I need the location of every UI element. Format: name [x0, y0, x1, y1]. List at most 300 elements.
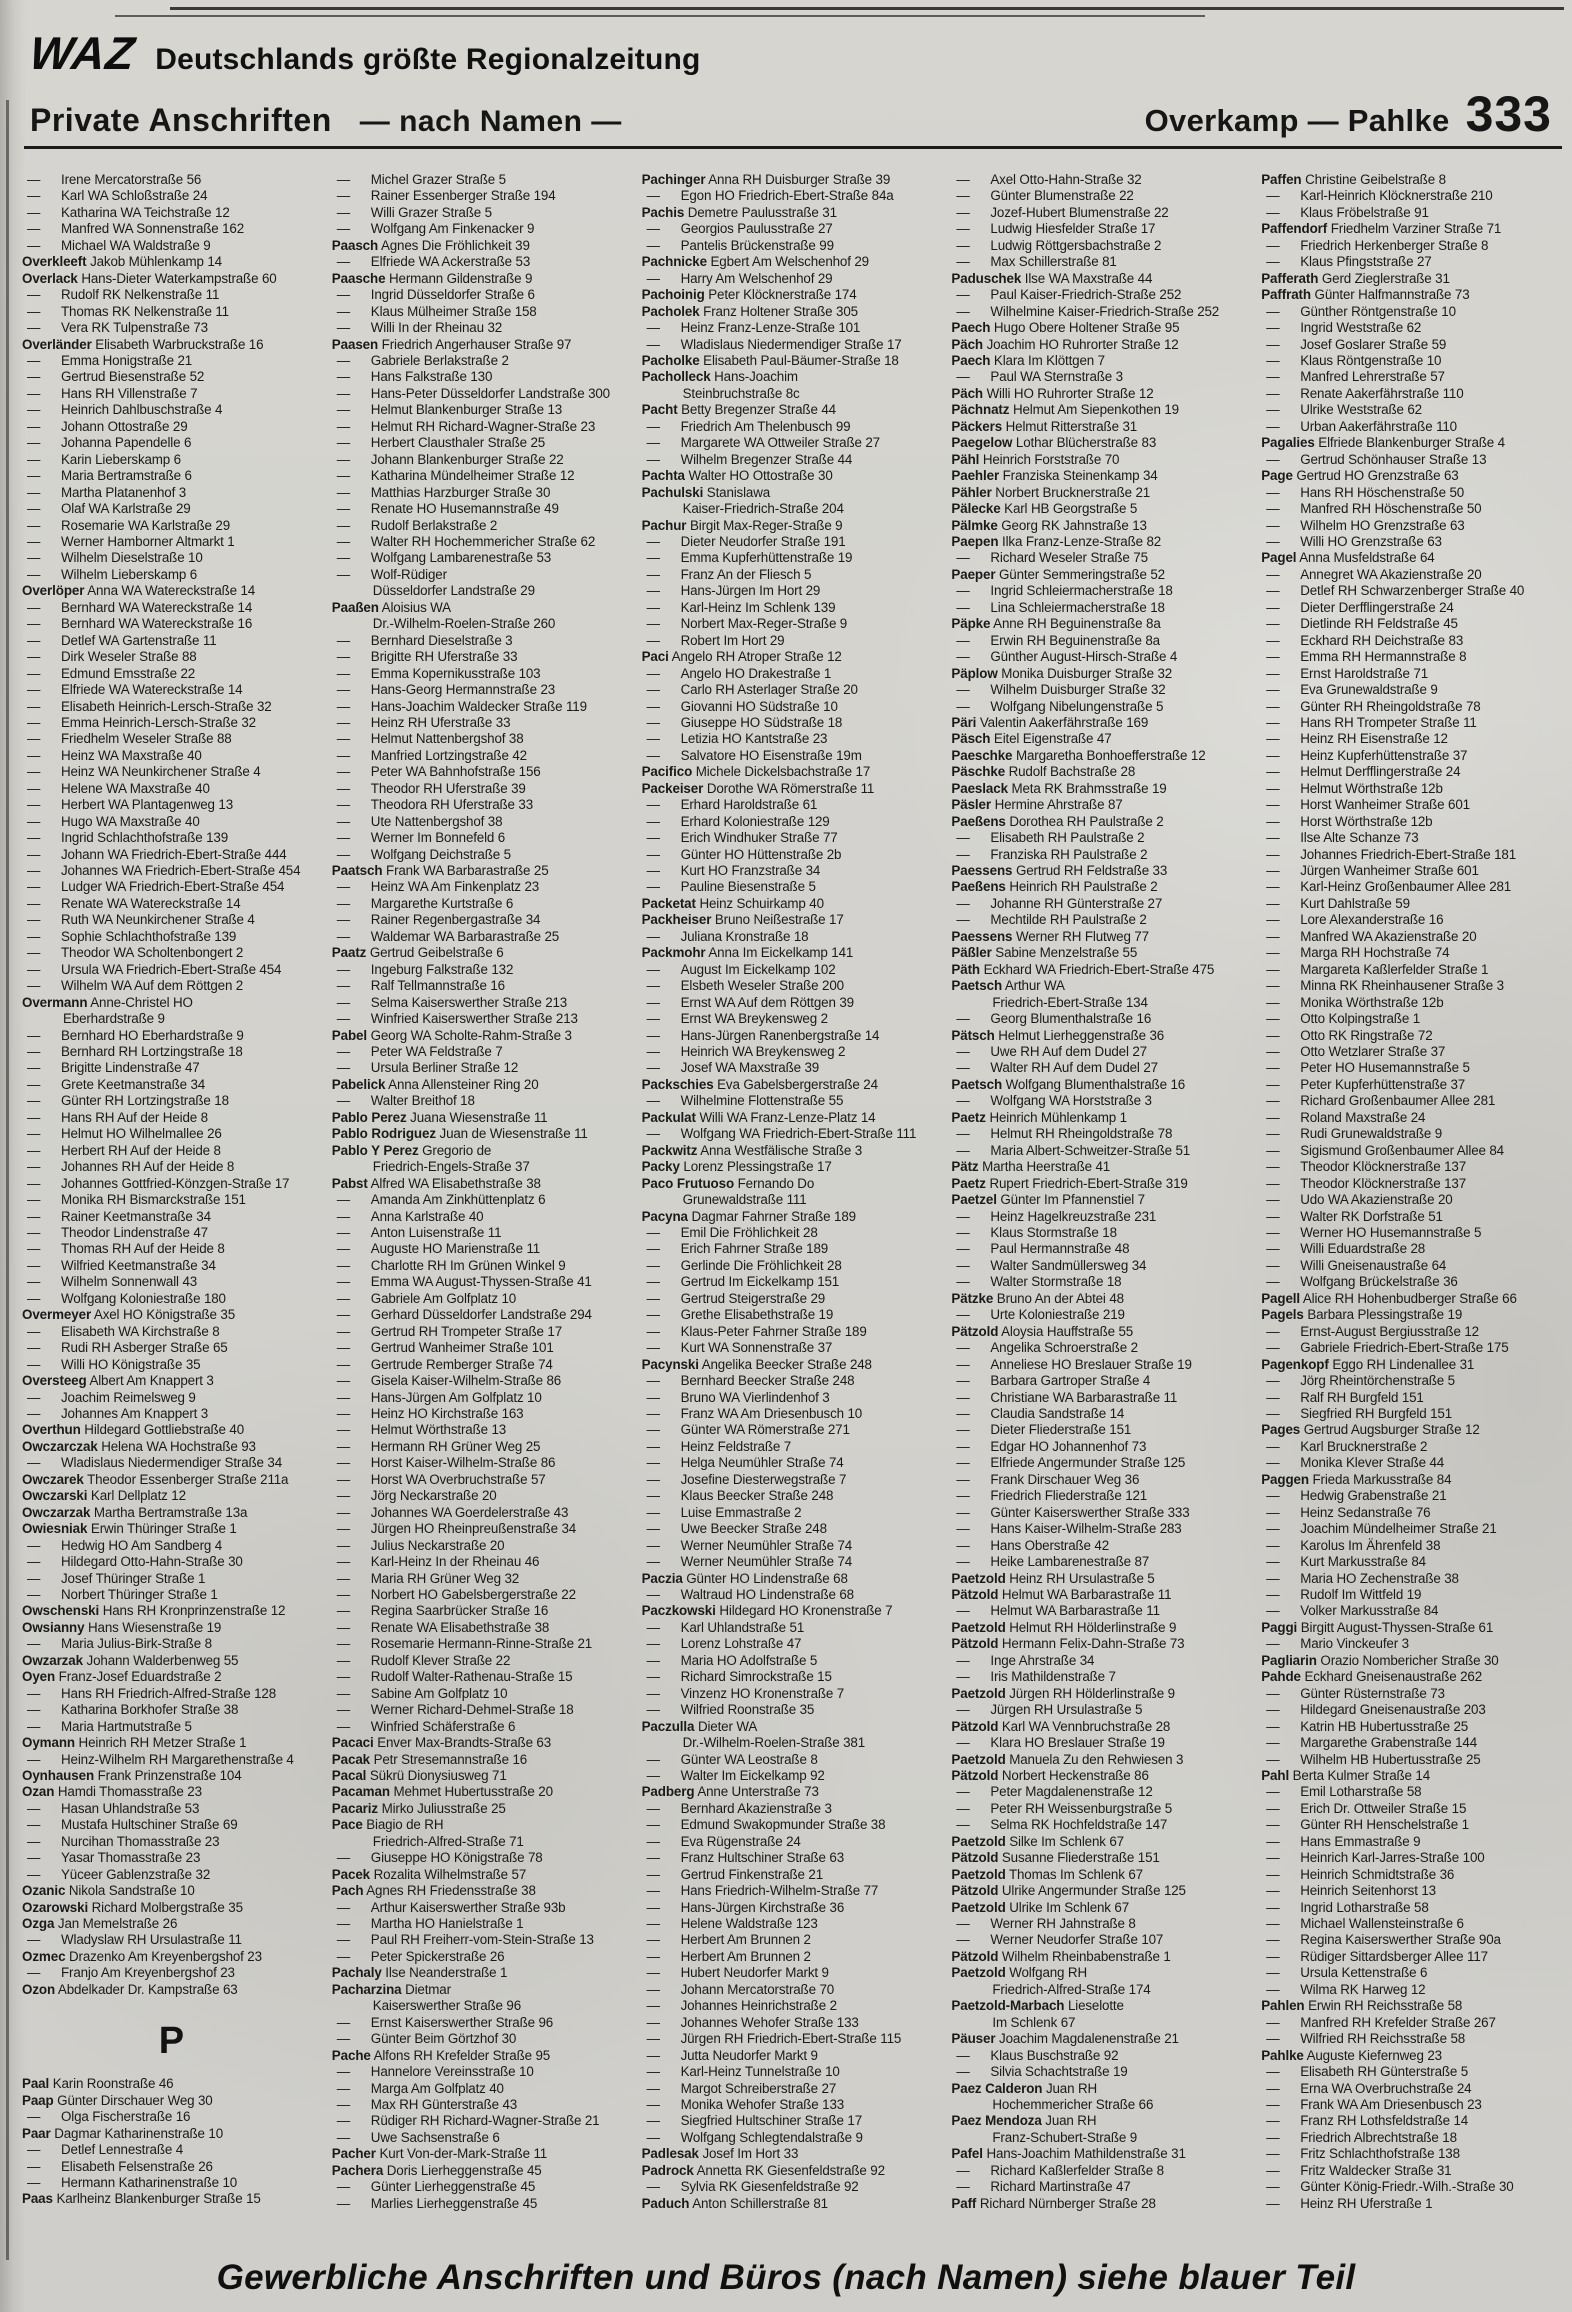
ditto-dash: —	[27, 665, 41, 681]
directory-entry-sub: — Joachim Reimelsweg 9	[22, 1390, 321, 1406]
ditto-dash: —	[336, 1455, 351, 1471]
page-number: 333	[1465, 86, 1552, 142]
ditto-dash: —	[336, 385, 351, 401]
directory-entry-sub: — Günter Lierheggenstraße 45	[332, 2179, 631, 2195]
ditto-dash: —	[956, 221, 970, 237]
directory-entry-head: Pagell Alice RH Hohenbudberger Straße 66	[1261, 1290, 1517, 1306]
ditto-dash: —	[336, 1241, 351, 1257]
directory-entry-sub: — Johannes Friedrich-Ebert-Straße 181	[1261, 847, 1560, 863]
directory-entry-sub: — Manfred RH Höschenstraße 50	[1261, 501, 1560, 517]
directory-entry-head: Pache Alfons RH Krefelder Straße 95	[331, 2047, 551, 2063]
ditto-dash: —	[1266, 665, 1280, 681]
directory-entry-sub: — Günter Blumenstraße 22	[951, 188, 1250, 204]
directory-entry-sub: — Wilhelm Duisburger Straße 32	[951, 682, 1250, 698]
directory-entry-head: Paaßen Aloisius WA	[331, 599, 451, 615]
ditto-dash: —	[956, 1274, 970, 1290]
ditto-dash: —	[1266, 2179, 1280, 2195]
ditto-dash: —	[646, 1998, 660, 2014]
directory-entry-sub: — Peter WA Bahnhofstraße 156	[332, 764, 631, 780]
directory-entry-sub: — Helmut Wörthstraße 12b	[1261, 781, 1560, 797]
ditto-dash: —	[646, 1619, 660, 1635]
directory-entry-sub: — Jürgen RH Ursulastraße 5	[951, 1702, 1250, 1718]
directory-entry-sub: — Kurt Dahlstraße 59	[1261, 896, 1560, 912]
page-title: Private Anschriften	[30, 102, 332, 138]
directory-entry-head: Päsler Hermine Ahrstraße 87	[951, 797, 1123, 813]
ditto-dash: —	[336, 1356, 351, 1372]
directory-entry-head: Paetzold Silke Im Schlenk 67	[951, 1833, 1124, 1849]
directory-entry-head: Paci Angelo RH Atroper Straße 12	[641, 649, 842, 665]
directory-entry-sub: — Detlef RH Schwarzenberger Straße 40	[1261, 583, 1560, 599]
ditto-dash: —	[336, 895, 351, 911]
directory-entry-head: Paetzold Heinz RH Ursulastraße 5	[951, 1570, 1155, 1586]
ditto-dash: —	[27, 468, 41, 484]
directory-entry-sub: — Elfriede Angermunder Straße 125	[951, 1455, 1250, 1471]
ditto-dash: —	[646, 1323, 660, 1339]
ditto-dash: —	[646, 863, 660, 879]
directory-entry-sub: — Olga Fischerstraße 16	[22, 2109, 321, 2125]
ditto-dash: —	[956, 1307, 970, 1323]
ditto-dash: —	[646, 797, 660, 813]
ditto-dash: —	[646, 1027, 660, 1043]
directory-entry-sub: — Thomas RK Nelkenstraße 11	[22, 304, 321, 320]
directory-columns	[22, 172, 1560, 2232]
directory-entry-sub: — Klara HO Breslauer Straße 19	[951, 1735, 1250, 1751]
directory-entry-head: Pachoinig Peter Klöcknerstraße 174	[641, 287, 857, 303]
directory-entry-sub: — Richard Großenbaumer Allee 281	[1261, 1093, 1560, 1109]
ditto-dash: —	[646, 2097, 660, 2113]
directory-entry-sub: — Bernhard Dieselstraße 3	[332, 633, 631, 649]
ditto-dash: —	[646, 1965, 660, 1981]
waz-logo: WAZ	[27, 27, 138, 79]
directory-entry-sub: — Walter RH Auf dem Dudel 27	[951, 1060, 1250, 1076]
ditto-dash: —	[336, 2195, 351, 2211]
directory-entry-head: Pagels Barbara Plessingstraße 19	[1261, 1307, 1463, 1323]
ditto-dash: —	[646, 1883, 660, 1899]
directory-entry-sub: — Günther August-Hirsch-Straße 4	[951, 649, 1250, 665]
directory-entry-sub: — Theodor Klöcknerstraße 137	[1261, 1159, 1560, 1175]
ditto-dash: —	[27, 879, 41, 895]
directory-entry-sub: — Waltraud HO Lindenstraße 68	[642, 1587, 941, 1603]
ditto-dash: —	[27, 2142, 41, 2158]
directory-entry-sub: — Emma WA August-Thyssen-Straße 41	[332, 1274, 631, 1290]
ditto-dash: —	[956, 287, 970, 303]
ditto-dash: —	[646, 1981, 660, 1997]
ditto-dash: —	[646, 1932, 660, 1948]
directory-entry-head: Pahlke Auguste Kiefernweg 23	[1261, 2047, 1442, 2063]
directory-entry-sub: — Hugo WA Maxstraße 40	[22, 814, 321, 830]
directory-entry-head: Overländer Elisabeth Warbruckstraße 16	[22, 336, 264, 352]
ditto-dash: —	[336, 1504, 351, 1520]
directory-entry-sub: — Heinz Feldstraße 7	[642, 1439, 941, 1455]
directory-entry-sub: — Johannes Gottfried-Könzgen-Straße 17	[22, 1176, 321, 1192]
ditto-dash: —	[336, 2014, 351, 2030]
directory-entry-sub: — Angelika Schroerstraße 2	[951, 1340, 1250, 1356]
directory-entry-sub: — Selma Kaiserswerther Straße 213	[332, 995, 631, 1011]
directory-entry-sub: — Wolfgang Brückelstraße 36	[1261, 1274, 1560, 1290]
directory-entry-sub: — Giuseppe HO Königstraße 78	[332, 1850, 631, 1866]
directory-entry-head: Paatsch Frank WA Barbarastraße 25	[331, 863, 549, 879]
ditto-dash: —	[336, 1586, 351, 1602]
ditto-dash: —	[27, 863, 41, 879]
directory-entry-sub: — Kurt Markusstraße 84	[1261, 1554, 1560, 1570]
directory-entry-sub: — August Im Eickelkamp 102	[642, 962, 941, 978]
ditto-dash: —	[27, 714, 41, 730]
ditto-dash: —	[646, 1290, 660, 1306]
ditto-dash: —	[1266, 1735, 1280, 1751]
directory-entry-head: Owsianny Hans Wiesenstraße 19	[22, 1619, 222, 1635]
directory-entry-sub: — Grethe Elisabethstraße 19	[642, 1307, 941, 1323]
directory-entry-head: Pätzold Norbert Heckenstraße 86	[951, 1767, 1149, 1783]
directory-entry-sub: — Max Schillerstraße 81	[951, 254, 1250, 270]
directory-entry-head: Pafel Hans-Joachim Mathildenstraße 31	[951, 2146, 1186, 2162]
directory-entry-sub: — Arthur Kaiserswerther Straße 93b	[332, 1900, 631, 1916]
directory-entry-continuation: Grunewaldstraße 111	[682, 1192, 807, 1208]
ditto-dash: —	[646, 583, 660, 599]
directory-entry-sub: — Rosemarie WA Karlstraße 29	[22, 518, 321, 534]
directory-entry-sub: — Friedrich Herkenberger Straße 8	[1261, 238, 1560, 254]
ditto-dash: —	[646, 320, 660, 336]
directory-entry-sub: — Theodor Klöcknerstraße 137	[1261, 1176, 1560, 1192]
directory-entry-sub: — Jörg Neckarstraße 20	[332, 1488, 631, 1504]
directory-entry-sub: — Johannes Wehofer Straße 133	[642, 2015, 941, 2031]
directory-entry-sub: — Helene Waldstraße 123	[642, 1916, 941, 1932]
directory-entry-sub: — Rudi Grunewaldstraße 9	[1261, 1126, 1560, 1142]
directory-entry-continuation: Dr.-Wilhelm-Roelen-Straße 381	[682, 1735, 866, 1751]
directory-entry-sub: — Helmut Wörthstraße 13	[332, 1422, 631, 1438]
ditto-dash: —	[1266, 320, 1280, 336]
ditto-dash: —	[1266, 797, 1280, 813]
ditto-dash: —	[27, 1126, 41, 1142]
ditto-dash: —	[646, 1537, 660, 1553]
directory-entry-sub: — Günter RH Lortzingstraße 18	[22, 1093, 321, 1109]
ditto-dash: —	[27, 1076, 41, 1092]
directory-entry-sub: — Hans RH Auf der Heide 8	[22, 1110, 321, 1126]
directory-entry-head: Pacariz Mirko Juliusstraße 25	[331, 1800, 506, 1816]
directory-entry-sub: — Giovanni HO Südstraße 10	[642, 699, 941, 715]
directory-entry-sub: — Theodor Lindenstraße 47	[22, 1225, 321, 1241]
ditto-dash: —	[1266, 912, 1280, 928]
directory-entry-sub: — Gertrude Remberger Straße 74	[332, 1357, 631, 1373]
directory-entry-head: Overthun Hildegard Gottliebstraße 40	[22, 1422, 245, 1438]
directory-entry-sub: — Wilhelm WA Auf dem Röttgen 2	[22, 978, 321, 994]
directory-entry-sub: — Elfriede WA Watereckstraße 14	[22, 682, 321, 698]
ditto-dash: —	[27, 1290, 41, 1306]
ditto-dash: —	[646, 1307, 660, 1323]
scan-artifact-left-edge	[6, 100, 9, 2260]
ditto-dash: —	[336, 1619, 351, 1635]
directory-entry-sub: — Maria Julius-Birk-Straße 8	[22, 1636, 321, 1652]
directory-entry-sub: — Heinrich Karl-Jarres-Straße 100	[1261, 1850, 1560, 1866]
directory-entry-sub: — Bernhard HO Eberhardstraße 9	[22, 1028, 321, 1044]
directory-entry-head: Pätzold Wilhelm Rheinbabenstraße 1	[951, 1948, 1171, 1964]
ditto-dash: —	[1266, 830, 1280, 846]
ditto-dash: —	[336, 533, 351, 549]
directory-entry-sub: — Claudia Sandstraße 14	[951, 1406, 1250, 1422]
ditto-dash: —	[1266, 1718, 1280, 1734]
directory-entry-sub: — Rudolf Im Wittfeld 19	[1261, 1587, 1560, 1603]
ditto-dash: —	[956, 1652, 970, 1668]
directory-entry-sub: — Werner Richard-Dehmel-Straße 18	[332, 1702, 631, 1718]
ditto-dash: —	[646, 665, 660, 681]
directory-entry-sub: — Josef Thüringer Straße 1	[22, 1571, 321, 1587]
ditto-dash: —	[646, 566, 660, 582]
ditto-dash: —	[27, 682, 41, 698]
ditto-dash: —	[1266, 1257, 1280, 1273]
directory-entry-head: Päpke Anne RH Beguinenstraße 8a	[951, 616, 1161, 632]
directory-entry-sub: — Manfried Lortzingstraße 42	[332, 748, 631, 764]
directory-entry-sub: — Willi In der Rheinau 32	[332, 320, 631, 336]
directory-entry-continuation: Düsseldorfer Landstraße 29	[372, 583, 535, 599]
ditto-dash: —	[1266, 1504, 1280, 1520]
directory-entry-head: Pachinger Anna RH Duisburger Straße 39	[641, 172, 891, 187]
directory-entry-sub: — Werner Neudorfer Straße 107	[951, 1932, 1250, 1948]
directory-entry-head: Paduch Anton Schillerstraße 81	[641, 2195, 828, 2211]
directory-entry-sub: — Johannes Heinrichstraße 2	[642, 1998, 941, 2014]
directory-entry-sub: — Dieter Fliederstraße 151	[951, 1422, 1250, 1438]
directory-entry-head: Paduschek Ilse WA Maxstraße 44	[951, 270, 1153, 286]
directory-entry-head: Pabelick Anna Allensteiner Ring 20	[331, 1076, 539, 1092]
directory-entry-sub: — Fritz Waldecker Straße 31	[1261, 2163, 1560, 2179]
directory-entry-head: Pätzold Aloysia Hauffstraße 55	[951, 1323, 1134, 1339]
ditto-dash: —	[336, 484, 351, 500]
directory-entry-sub: — Willi Eduardstraße 28	[1261, 1241, 1560, 1257]
ditto-dash: —	[336, 1669, 351, 1685]
ditto-dash: —	[956, 1784, 970, 1800]
directory-entry-sub: — Jürgen HO Rheinpreußenstraße 34	[332, 1521, 631, 1537]
directory-entry-sub: — Friedrich Am Thelenbusch 99	[642, 419, 941, 435]
directory-entry-sub: — Matthias Harzburger Straße 30	[332, 485, 631, 501]
ditto-dash: —	[27, 1356, 41, 1372]
ditto-dash: —	[1266, 846, 1280, 862]
directory-entry-sub: — Maria Hartmutstraße 5	[22, 1719, 321, 1735]
directory-entry-head: Pahlen Erwin RH Reichsstraße 58	[1261, 1998, 1463, 2014]
ditto-dash: —	[956, 1241, 970, 1257]
directory-entry-sub: — Rüdiger RH Richard-Wagner-Straße 21	[332, 2113, 631, 2129]
ditto-dash: —	[336, 1916, 351, 1932]
directory-entry-sub: — Hans-Joachim Waldecker Straße 119	[332, 699, 631, 715]
directory-entry-sub: — Rudolf Walter-Rathenau-Straße 15	[332, 1669, 631, 1685]
ditto-dash: —	[27, 1751, 41, 1767]
directory-entry-sub: — Auguste HO Marienstraße 11	[332, 1241, 631, 1257]
ditto-dash: —	[27, 846, 41, 862]
directory-entry-sub: — Friedhelm Weseler Straße 88	[22, 731, 321, 747]
directory-entry-sub: — Werner Hamborner Altmarkt 1	[22, 534, 321, 550]
ditto-dash: —	[336, 1932, 351, 1948]
ditto-dash: —	[336, 912, 351, 928]
ditto-dash: —	[1266, 451, 1280, 467]
directory-entry-head: Paeslack Meta RK Brahmsstraße 19	[951, 780, 1167, 796]
ditto-dash: —	[1266, 1702, 1280, 1718]
directory-entry-sub: — Josefine Diesterwegstraße 7	[642, 1472, 941, 1488]
directory-entry-head: Paco Frutuoso Fernando Do	[641, 1175, 815, 1191]
directory-entry-sub: — Ursula Berliner Straße 12	[332, 1060, 631, 1076]
ditto-dash: —	[336, 172, 351, 187]
directory-entry-sub: — Hasan Uhlandstraße 53	[22, 1801, 321, 1817]
directory-entry-sub: — Silvia Schachtstraße 19	[951, 2064, 1250, 2080]
directory-entry-sub: — Wolfgang WA Friedrich-Ebert-Straße 111	[642, 1126, 941, 1142]
ditto-dash: —	[336, 435, 351, 451]
directory-entry-sub: — Mechtilde RH Paulstraße 2	[951, 912, 1250, 928]
ditto-dash: —	[27, 1060, 41, 1076]
scan-artifact-rule-second	[115, 15, 1205, 17]
ditto-dash: —	[956, 1044, 970, 1060]
directory-entry-head: Pälmke Georg RK Jahnstraße 13	[951, 517, 1147, 533]
directory-entry-sub: — Helmut HO Wilhelmallee 26	[22, 1126, 321, 1142]
ditto-dash: —	[336, 780, 351, 796]
directory-entry-sub: — Ingeburg Falkstraße 132	[332, 962, 631, 978]
directory-entry-sub: — Wolfgang Deichstraße 5	[332, 847, 631, 863]
ditto-dash: —	[27, 533, 41, 549]
directory-entry-sub: — Paul WA Sternstraße 3	[951, 369, 1250, 385]
directory-entry-sub: — Heinz RH Eisenstraße 12	[1261, 731, 1560, 747]
ditto-dash: —	[27, 747, 41, 763]
ditto-dash: —	[646, 1652, 660, 1668]
directory-entry-sub: — Ingrid Schlachthofstraße 139	[22, 830, 321, 846]
ditto-dash: —	[336, 714, 351, 730]
ditto-dash: —	[27, 320, 41, 336]
directory-entry-sub: — Thomas RH Auf der Heide 8	[22, 1241, 321, 1257]
directory-entry-sub: — Yüceer Gablenzstraße 32	[22, 1867, 321, 1883]
directory-entry-sub: — Angelo HO Drakestraße 1	[642, 666, 941, 682]
directory-entry-sub: — Marga Am Golfplatz 40	[332, 2081, 631, 2097]
directory-entry-sub: — Helmut Derfflingerstraße 24	[1261, 764, 1560, 780]
ditto-dash: —	[336, 1011, 351, 1027]
directory-entry-sub: — Jörg Rheintörchenstraße 5	[1261, 1373, 1560, 1389]
ditto-dash: —	[1266, 714, 1280, 730]
ditto-dash: —	[336, 1208, 351, 1224]
ditto-dash: —	[336, 1389, 351, 1405]
directory-entry-head: Pacholleck Hans-Joachim	[641, 369, 798, 385]
directory-entry-sub: — Paul Hermannstraße 48	[951, 1241, 1250, 1257]
ditto-dash: —	[646, 928, 660, 944]
directory-entry-sub: — Klaus Fröbelstraße 91	[1261, 205, 1560, 221]
directory-entry-sub: — Helmut Blankenburger Straße 13	[332, 402, 631, 418]
ditto-dash: —	[336, 1438, 351, 1454]
ditto-dash: —	[1266, 961, 1280, 977]
directory-entry-sub: — Rainer Keetmanstraße 34	[22, 1209, 321, 1225]
directory-entry-sub: — Dieter Derfflingerstraße 24	[1261, 600, 1560, 616]
ditto-dash: —	[1266, 1636, 1280, 1652]
directory-entry-sub: — Udo WA Akazienstraße 20	[1261, 1192, 1560, 1208]
ditto-dash: —	[956, 2064, 970, 2080]
directory-entry-sub: — Wilhelm Sonnenwall 43	[22, 1274, 321, 1290]
ditto-dash: —	[1266, 2080, 1280, 2096]
directory-entry-sub: — Eckhard RH Deichstraße 83	[1261, 633, 1560, 649]
ditto-dash: —	[1266, 1850, 1280, 1866]
directory-entry-sub: — Monika Wehofer Straße 133	[642, 2097, 941, 2113]
ditto-dash: —	[956, 1340, 970, 1356]
ditto-dash: —	[336, 764, 351, 780]
ditto-dash: —	[1266, 1586, 1280, 1602]
ditto-dash: —	[646, 1060, 660, 1076]
ditto-dash: —	[1266, 1373, 1280, 1389]
ditto-dash: —	[956, 1011, 970, 1027]
directory-entry-head: Packulat Willi WA Franz-Lenze-Platz 14	[641, 1109, 876, 1125]
directory-entry-sub: — Renate Aakerfährstraße 110	[1261, 386, 1560, 402]
directory-entry-sub: — Helmut RH Rheingoldstraße 78	[951, 1126, 1250, 1142]
directory-entry-sub: — Elisabeth RH Paulstraße 2	[951, 830, 1250, 846]
directory-entry-sub: — Walter Breithof 18	[332, 1093, 631, 1109]
ditto-dash: —	[336, 320, 351, 336]
ditto-dash: —	[27, 1965, 41, 1981]
ditto-dash: —	[1266, 1109, 1280, 1125]
directory-entry-sub: — Gertrud Biesenstraße 52	[22, 369, 321, 385]
directory-entry-sub: — Wilhelm Dieselstraße 10	[22, 550, 321, 566]
directory-entry-sub: — Josef Goslarer Straße 59	[1261, 337, 1560, 353]
directory-entry-sub: — Walter Sandmüllersweg 34	[951, 1258, 1250, 1274]
directory-entry-sub: — Horst Wanheimer Straße 601	[1261, 797, 1560, 813]
directory-entry-sub: — Waldemar WA Barbarastraße 25	[332, 929, 631, 945]
ditto-dash: —	[646, 1833, 660, 1849]
ditto-dash: —	[646, 435, 660, 451]
ditto-dash: —	[646, 698, 660, 714]
ditto-dash: —	[336, 1290, 351, 1306]
ditto-dash: —	[27, 1192, 41, 1208]
ditto-dash: —	[1266, 1899, 1280, 1915]
directory-entry-sub: — Hans-Jürgen Kirchstraße 36	[642, 1900, 941, 1916]
directory-entry-sub: — Katharina Borkhofer Straße 38	[22, 1702, 321, 1718]
directory-entry-head: Pachera Doris Lierheggenstraße 45	[331, 2162, 542, 2178]
directory-entry-sub: — Olaf WA Karlstraße 29	[22, 501, 321, 517]
ditto-dash: —	[336, 1307, 351, 1323]
directory-entry-head: Pagel Anna Musfeldstraße 64	[1261, 550, 1435, 566]
ditto-dash: —	[1266, 747, 1280, 763]
ditto-dash: —	[1266, 2162, 1280, 2178]
directory-entry-sub: — Emil Lotharstraße 58	[1261, 1784, 1560, 1800]
directory-entry-head: Oynhausen Frank Prinzenstraße 104	[22, 1767, 242, 1783]
ditto-dash: —	[27, 550, 41, 566]
directory-entry-head: Paczkowski Hildegard HO Kronenstraße 7	[641, 1603, 893, 1619]
ditto-dash: —	[1266, 1488, 1280, 1504]
ditto-dash: —	[336, 1257, 351, 1273]
directory-entry-sub: — Ute Nattenbergshof 38	[332, 814, 631, 830]
directory-entry-head: Owczarzak Martha Bertramstraße 13a	[22, 1504, 248, 1520]
ditto-dash: —	[27, 1159, 41, 1175]
ditto-dash: —	[956, 1093, 970, 1109]
directory-entry-sub: — Gerhard Düsseldorfer Landstraße 294	[332, 1307, 631, 1323]
directory-entry-sub: — Marlies Lierheggenstraße 45	[332, 2196, 631, 2212]
directory-entry-sub: — Letizia HO Kantstraße 23	[642, 731, 941, 747]
directory-entry-sub: — Minna RK Rheinhausener Straße 3	[1261, 978, 1560, 994]
ditto-dash: —	[27, 204, 41, 220]
directory-entry-sub: — Hermann Katharinenstraße 10	[22, 2175, 321, 2191]
directory-entry-head: Paczulla Dieter WA	[641, 1718, 758, 1734]
ditto-dash: —	[1266, 682, 1280, 698]
ditto-dash: —	[27, 1241, 41, 1257]
directory-entry-head: Ozanic Nikola Sandstraße 10	[22, 1883, 195, 1899]
ditto-dash: —	[646, 632, 660, 648]
ditto-dash: —	[646, 2129, 660, 2145]
directory-entry-sub: — Gertrud Finkenstraße 21	[642, 1867, 941, 1883]
ditto-dash: —	[1266, 1981, 1280, 1997]
directory-entry-sub: — Ernst-August Bergiusstraße 12	[1261, 1324, 1560, 1340]
directory-entry-head: Pabst Alfred WA Elisabethstraße 38	[331, 1175, 541, 1191]
directory-entry-sub: — Emma Heinrich-Lersch-Straße 32	[22, 715, 321, 731]
directory-entry-sub: — Kurt WA Sonnenstraße 37	[642, 1340, 941, 1356]
ditto-dash: —	[1266, 1093, 1280, 1109]
ditto-dash: —	[27, 2175, 41, 2191]
directory-entry-sub: — Wilfried Keetmanstraße 34	[22, 1258, 321, 1274]
ditto-dash: —	[1266, 879, 1280, 895]
directory-entry-sub: — Margarete WA Ottweiler Straße 27	[642, 435, 941, 451]
directory-entry-sub: — Ludwig Röttgersbachstraße 2	[951, 238, 1250, 254]
directory-entry-sub: — Gertrud Steigerstraße 29	[642, 1291, 941, 1307]
header-rule	[24, 146, 1562, 149]
ditto-dash: —	[336, 846, 351, 862]
directory-entry-head: Pacak Petr Stresemannstraße 16	[331, 1751, 528, 1767]
ditto-dash: —	[336, 1718, 351, 1734]
directory-entry-sub: — Werner HO Husemannstraße 5	[1261, 1225, 1560, 1241]
